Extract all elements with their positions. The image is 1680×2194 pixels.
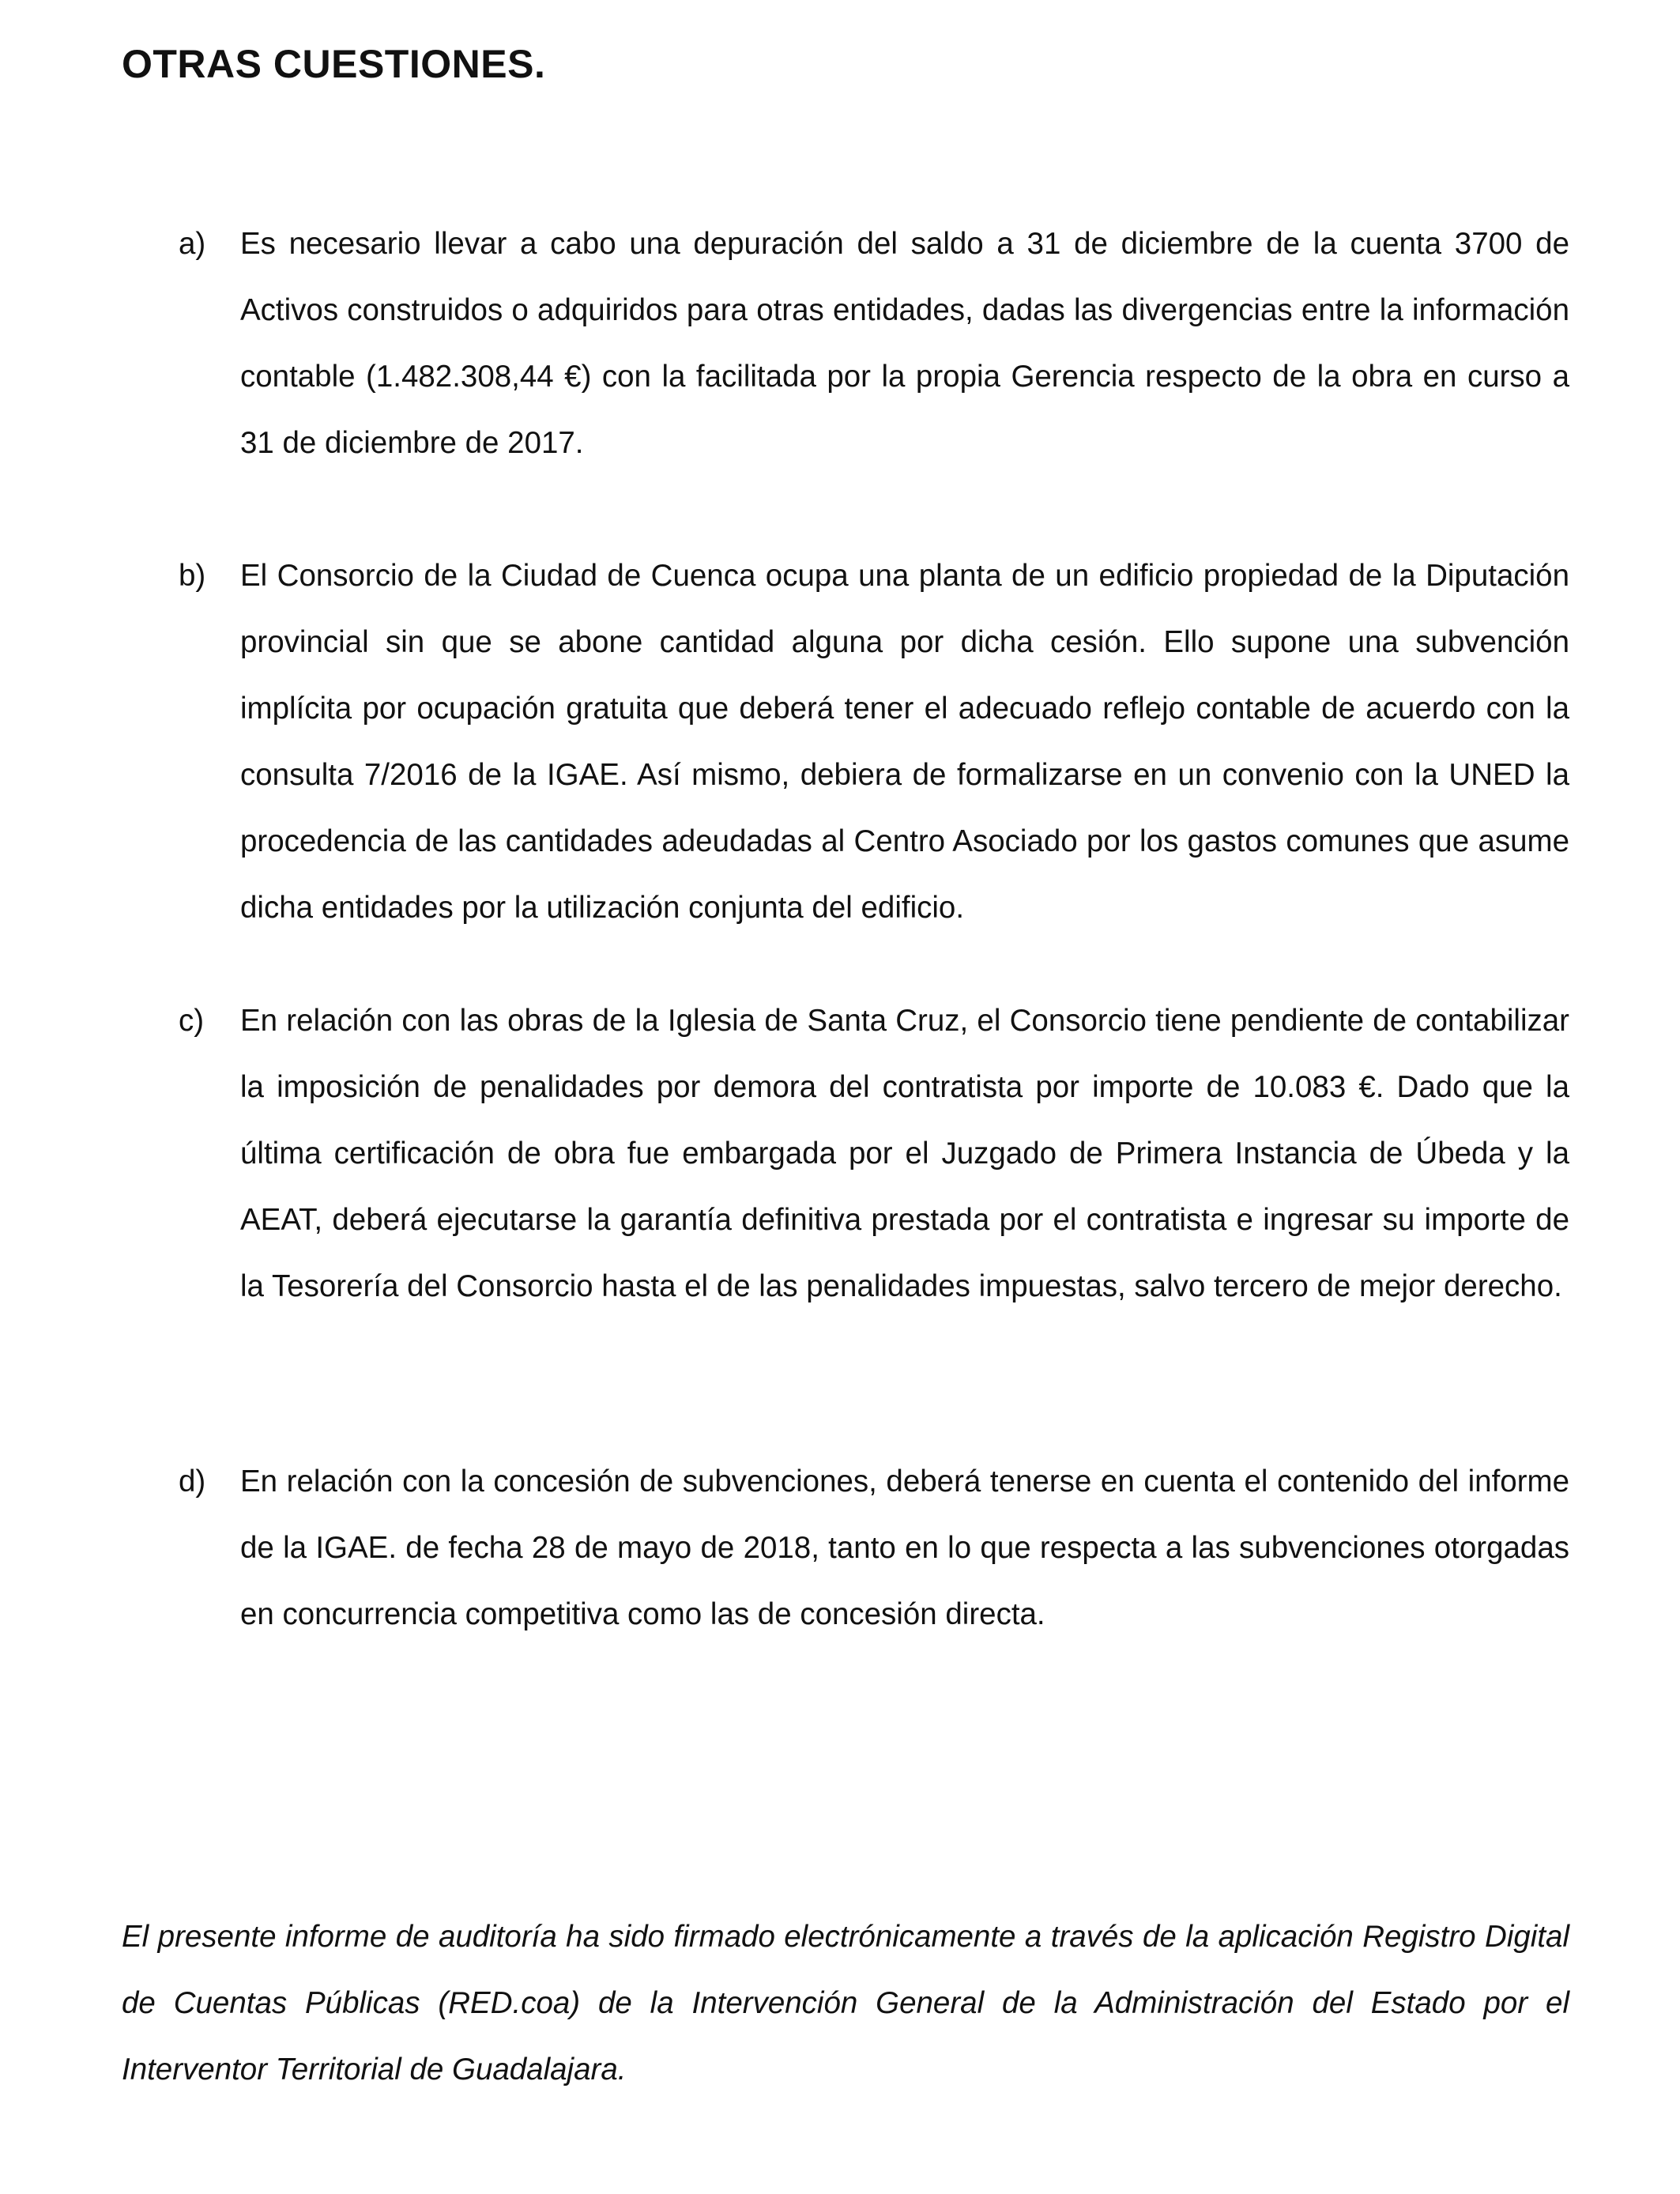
list-marker: b) bbox=[179, 559, 206, 593]
section-heading: OTRAS CUESTIONES. bbox=[122, 42, 546, 86]
list-item-text: El Consorcio de la Ciudad de Cuenca ocupa una planta de un edificio propiedad de la Diputación provincial sin que se abone cantidad alguna por dicha cesión. Ello supone una subvención implícita por ocupación gratuita que deberá tener el adecuado reflejo contable de acuerdo con la consulta 7/2016 de la IGAE. Así mismo, debiera de formalizarse en un convenio con la UNED la procedencia de las cantidades adeudadas al Centro Asociado por los gastos comunes que asume dicha entidades por la utilización conjunta del edificio. bbox=[240, 559, 1569, 925]
list-item-text: Es necesario llevar a cabo una depuración del saldo a 31 de diciembre de la cuenta 3700 de Activos construidos o adquiridos para otras entidades, dadas las divergencias entre la información contable (1.482.308,44 €) con la facilitada por la propia Gerencia respecto de la obra en curso a 31 de diciembre de 2017. bbox=[240, 227, 1569, 460]
list-item-text: En relación con la concesión de subvenciones, deberá tenerse en cuenta el contenido del informe de la IGAE. de fecha 28 de mayo de 2018, tanto en lo que respecta a las subvenciones otorgadas en concurrencia competitiva como las de concesión directa. bbox=[240, 1465, 1569, 1631]
list-item-c bbox=[179, 988, 1569, 1320]
list-marker: c) bbox=[179, 1004, 205, 1038]
closing-statement: El presente informe de auditoría ha sido firmado electrónicamente a través de la aplicación Registro Digital de Cuentas Públicas (RED.coa) de la Intervención General de la Administración del Estado por el Interventor Territorial de Guadalajara. bbox=[122, 1919, 1569, 2087]
list-item-a bbox=[179, 211, 1569, 477]
list-item-text: En relación con las obras de la Iglesia de Santa Cruz, el Consorcio tiene pendiente de contabilizar la imposición de penalidades por demora del contratista por importe de 10.083 €. Dado que la última certificación de obra fue embargada por el Juzgado de Primera Instancia de Úbeda y la AEAT, deberá ejecutarse la garantía definitiva prestada por el contratista e ingresar su importe de la Tesorería del Consorcio hasta el de las penalidades impuestas, salvo tercero de mejor derecho. bbox=[240, 1004, 1569, 1303]
list-item-d bbox=[179, 1449, 1569, 1648]
list-item-b bbox=[179, 543, 1569, 941]
list-marker: a) bbox=[179, 227, 206, 261]
list-marker: d) bbox=[179, 1465, 206, 1498]
